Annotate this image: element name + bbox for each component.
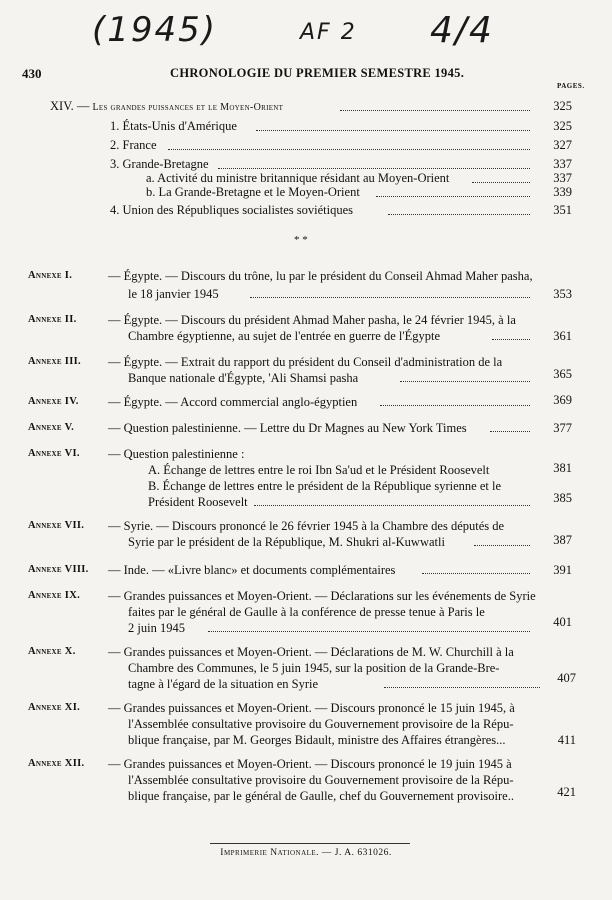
annex-text: Syrie par le président de la République, M. Shukri al-Kuwwatli <box>128 535 445 549</box>
toc-subitem: a. Activité du ministre britannique résidant au Moyen-Orient <box>146 171 450 185</box>
annex-xii <box>28 756 576 808</box>
annex-iii <box>28 354 572 390</box>
annex-v <box>28 420 572 440</box>
pages-column-label: PAGES. <box>557 82 585 90</box>
annex-x <box>28 644 576 696</box>
page-ref: 369 <box>553 393 572 407</box>
leader <box>218 158 530 169</box>
annex-label: Annexe I. <box>28 270 73 281</box>
page-ref: 339 <box>553 185 572 199</box>
annex-text: blique française, par M. Georges Bidault, ministre des Affaires étrangères... <box>128 733 506 747</box>
printer-imprint: Imprimerie Nationale. — J. A. 631026. <box>220 848 392 858</box>
annex-label: Annexe XII. <box>28 758 85 769</box>
annex-text: l'Assemblée consultative provisoire du Gouvernement provisoire de la Répu- <box>128 717 514 731</box>
leader <box>376 186 530 197</box>
separator-stars: * * <box>294 234 308 246</box>
annex-text: — Égypte. — Extrait du rapport du président du Conseil d'administration de la <box>108 355 503 369</box>
annex-subitem: Président Roosevelt <box>148 495 248 509</box>
toc-item: 4. Union des Républiques socialistes soviétiques <box>110 203 354 217</box>
annex-vii <box>28 518 572 554</box>
annex-text: — Égypte. — Discours du trône, lu par le président du Conseil Ahmad Maher pasha, <box>108 269 533 283</box>
section-number: XIV. — <box>50 99 90 113</box>
section-title <box>50 99 283 114</box>
toc-item: 3. Grande-Bretagne <box>110 157 209 171</box>
annex-text: — Grandes puissances et Moyen-Orient. — Discours prononcé le 19 juin 1945 à <box>108 757 512 771</box>
page-ref: 337 <box>553 171 572 185</box>
page-ref: 325 <box>553 99 572 113</box>
annex-text: — Grandes puissances et Moyen-Orient. — Discours prononcé le 15 juin 1945, à <box>108 701 515 715</box>
leader <box>472 172 530 183</box>
footer-rule <box>210 843 410 844</box>
annex-text: — Question palestinienne : <box>108 447 245 461</box>
leader <box>250 287 530 298</box>
page-ref: 337 <box>553 157 572 171</box>
page-ref: 361 <box>553 329 572 343</box>
page-ref: 351 <box>553 203 572 217</box>
handwritten-fraction: 4/4 <box>430 10 494 51</box>
annex-text: — Égypte. — Accord commercial anglo-égyptien <box>108 395 358 409</box>
annex-label: Annexe X. <box>28 646 76 657</box>
page-ref: 411 <box>557 733 576 747</box>
annex-label: Annexe VII. <box>28 520 85 531</box>
annex-label: Annexe IV. <box>28 396 79 407</box>
page-ref: 421 <box>557 785 576 799</box>
annex-text: Chambre des Communes, le 5 juin 1945, sur la position de la Grande-Bre- <box>128 661 500 675</box>
handwritten-code: AF 2 <box>300 20 357 45</box>
leader <box>380 395 530 406</box>
leader <box>492 329 530 340</box>
page-number: 430 <box>22 66 42 81</box>
handwritten-annotation <box>0 4 612 62</box>
toc-subitem: b. La Grande-Bretagne et le Moyen-Orient <box>146 185 360 199</box>
annex-text: — Égypte. — Discours du président Ahmad Maher pasha, le 24 février 1945, à la <box>108 313 516 327</box>
leader <box>422 563 530 574</box>
page-ref: 325 <box>553 119 572 133</box>
page-ref: 387 <box>553 533 572 547</box>
leader <box>340 100 530 111</box>
annex-ii <box>28 312 572 348</box>
annex-text: — Grandes puissances et Moyen-Orient. — Déclarations sur les événements de Syrie <box>108 589 536 603</box>
running-title: CHRONOLOGIE DU PREMIER SEMESTRE 1945. <box>170 66 465 80</box>
annex-text: faites par le général de Gaulle à la conférence de presse tenue à Paris le <box>128 605 485 619</box>
toc-item: 2. France <box>110 138 157 152</box>
annex-subitem: A. Échange de lettres entre le roi Ibn Sa'ud et le Président Roosevelt <box>148 463 490 477</box>
annex-text: — Grandes puissances et Moyen-Orient. — Déclarations de M. W. Churchill à la <box>108 645 514 659</box>
annex-label: Annexe IX. <box>28 590 81 601</box>
annex-xi <box>28 700 576 752</box>
annex-label: Annexe III. <box>28 356 81 367</box>
annex-iv <box>28 394 572 414</box>
leader <box>400 371 530 382</box>
leader <box>208 621 530 632</box>
page-ref: 353 <box>553 287 572 301</box>
annex-text: Banque nationale d'Égypte, 'Ali Shamsi pasha <box>128 371 359 385</box>
annex-text: le 18 janvier 1945 <box>128 287 219 301</box>
annex-text: — Question palestinienne. — Lettre du Dr Magnes au New York Times <box>108 421 467 435</box>
annex-label: Annexe VI. <box>28 448 80 459</box>
annex-label: Annexe II. <box>28 314 77 325</box>
annex-subitem: B. Échange de lettres entre le président de la République syrienne et le <box>148 479 501 493</box>
leader <box>384 677 540 688</box>
page-ref: 377 <box>553 421 572 435</box>
page-ref: 385 <box>553 491 572 505</box>
annex-text: — Syrie. — Discours prononcé le 26 février 1945 à la Chambre des députés de <box>108 519 505 533</box>
handwritten-year: (1945) <box>92 10 218 50</box>
annex-text: — Inde. — «Livre blanc» et documents complémentaires <box>108 563 396 577</box>
toc-item: 1. États-Unis d'Amérique <box>110 119 237 133</box>
annex-text: l'Assemblée consultative provisoire du Gouvernement provisoire de la Répu- <box>128 773 514 787</box>
page-ref: 391 <box>553 563 572 577</box>
leader <box>388 204 530 215</box>
leader <box>256 120 530 131</box>
section-title-text: Les grandes puissances et le Moyen-Orient <box>92 102 284 113</box>
leader <box>490 421 530 432</box>
annex-label: Annexe VIII. <box>28 564 89 575</box>
annex-viii <box>28 562 572 582</box>
leader <box>168 139 530 150</box>
annex-ix <box>28 588 572 640</box>
annex-vi <box>28 446 572 510</box>
annex-text: tagne à l'égard de la situation en Syrie <box>128 677 319 691</box>
leader <box>254 495 530 506</box>
page-ref: 401 <box>553 615 572 629</box>
page-ref: 327 <box>553 138 572 152</box>
page-ref: 381 <box>553 461 572 475</box>
annex-text: blique française, par le général de Gaulle, chef du Gouvernement provisoire.. <box>128 789 514 803</box>
annex-text: Chambre égyptienne, au sujet de l'entrée en guerre de l'Égypte <box>128 329 441 343</box>
leader <box>474 535 530 546</box>
annex-text: 2 juin 1945 <box>128 621 185 635</box>
annex-label: Annexe V. <box>28 422 75 433</box>
annex-i <box>28 268 572 304</box>
page-ref: 407 <box>557 671 576 685</box>
annex-label: Annexe XI. <box>28 702 81 713</box>
page-ref: 365 <box>553 367 572 381</box>
